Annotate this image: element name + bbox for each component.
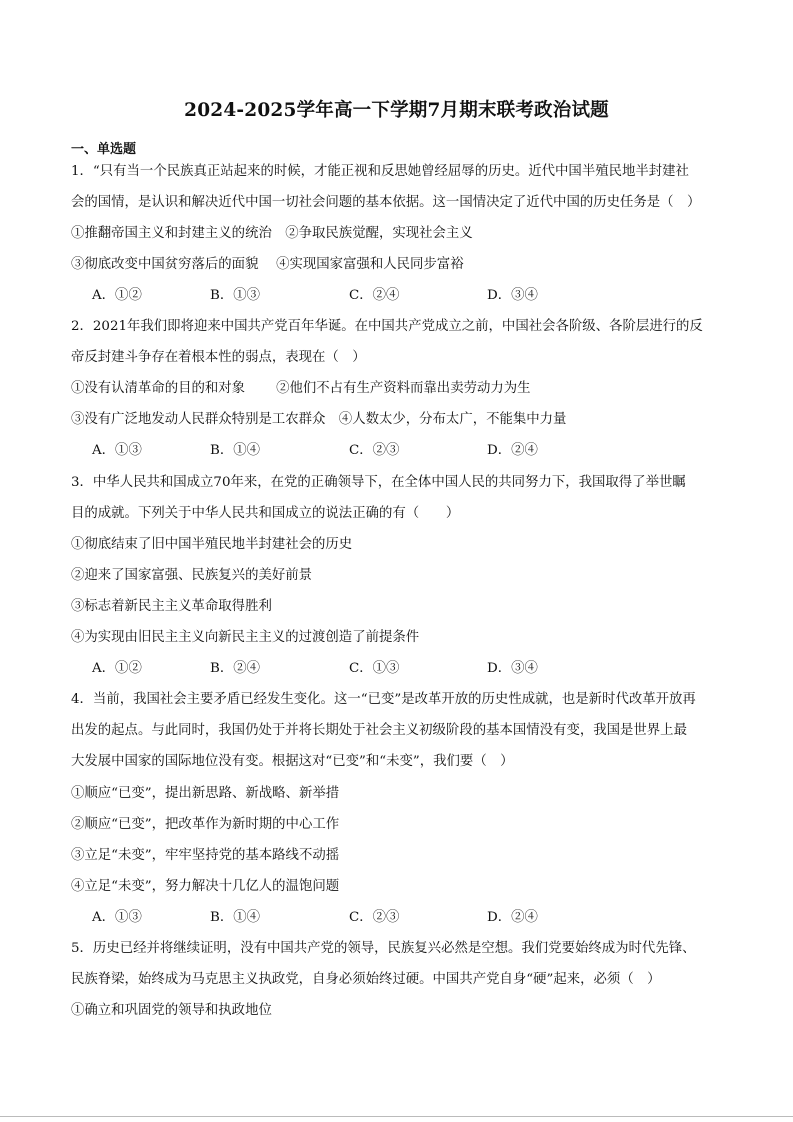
q4-item-4: ④立足“未变”，努力解决十几亿人的温饱问题 [71,879,340,894]
q2-option-c[interactable]: C．②③ [349,443,400,458]
q4-item-2: ②顺应“已变”，把改革作为新时期的中心工作 [71,817,340,832]
q3-item-2: ②迎来了国家富强、民族复兴的美好前景 [71,568,313,583]
q1-item-1: ①推翻帝国主义和封建主义的统治 ②争取民族觉醒，实现社会主义 [71,226,473,241]
q3-item-4: ④为实现由旧民主主义向新民主主义的过渡创造了前提条件 [71,630,420,645]
q3-options [92,660,712,678]
q2-item-1: ①没有认清革命的目的和对象 ②他们不占有生产资料而靠出卖劳动力为生 [71,381,531,396]
q3-stem-line-2: 目的成就。下列关于中华人民共和国成立的说法正确的有（ ） [71,506,460,521]
q1-option-a[interactable]: A．①② [92,288,142,303]
q5-stem-line-2: 民族脊梁，始终成为马克思主义执政党，自身必须始终过硬。中国共产党自身“硬”起来，必须（ ） [71,972,661,987]
q4-option-a[interactable]: A．①③ [92,910,142,925]
q5-item-1: ①确立和巩固党的领导和执政地位 [71,1003,272,1018]
q1-option-b[interactable]: B．①③ [210,288,261,303]
q4-option-c[interactable]: C．②③ [349,910,400,925]
page-title: 2024-2025学年高一下学期7月期末联考政治试题 [184,100,609,121]
q1-option-c[interactable]: C．②④ [349,288,400,303]
q3-option-b[interactable]: B．②④ [210,661,261,676]
q4-option-b[interactable]: B．①④ [210,910,261,925]
section-heading: 一、单选题 [71,142,137,157]
q3-stem-line-1: 3．中华人民共和国成立70年来，在党的正确领导下，在全体中国人民的共同努力下，我国取得了举世瞩 [71,475,686,490]
q4-option-d[interactable]: D．②④ [487,910,538,925]
q2-options [92,442,712,460]
q4-stem-line-2: 出发的起点。与此同时，我国仍处于并将长期处于社会主义初级阶段的基本国情没有变，我国是世界上最 [71,723,687,738]
q1-options [92,287,712,305]
q4-options [92,909,712,927]
q2-stem-line-1: 2．2021年我们即将迎来中国共产党百年华诞。在中国共产党成立之前，中国社会各阶级、各阶层进行的反 [71,319,703,334]
q4-item-3: ③立足“未变”，牢牢坚持党的基本路线不动摇 [71,848,340,863]
q4-stem-line-1: 4．当前，我国社会主要矛盾已经发生变化。这一“已变”是改革开放的历史性成就，也是新时代改革开放再 [71,692,696,707]
q3-option-c[interactable]: C．①③ [349,661,400,676]
q3-option-d[interactable]: D．③④ [487,661,538,676]
q3-item-1: ①彻底结束了旧中国半殖民地半封建社会的历史 [71,537,353,552]
q1-item-2: ③彻底改变中国贫穷落后的面貌 ④实现国家富强和人民同步富裕 [71,257,464,272]
q1-option-d[interactable]: D．③④ [487,288,538,303]
q1-stem-line-2: 会的国情，是认识和解决近代中国一切社会问题的基本依据。这一国情决定了近代中国的历史任务是（ ） [71,195,701,210]
q3-item-3: ③标志着新民主主义革命取得胜利 [71,599,272,614]
q2-option-b[interactable]: B．①④ [210,443,261,458]
q1-stem-line-1: 1．“只有当一个民族真正站起来的时候，才能正视和反思她曾经屈辱的历史。近代中国半殖民地半封建社 [71,164,689,179]
q4-stem-line-3: 大发展中国家的国际地位没有变。根据这对“已变”和“未变”，我们要（ ） [71,754,514,769]
q2-stem-line-2: 帝反封建斗争存在着根本性的弱点，表现在（ ） [71,350,366,365]
q3-option-a[interactable]: A．①② [92,661,142,676]
q2-item-2: ③没有广泛地发动人民群众特别是工农群众 ④人数太少，分布太广，不能集中力量 [71,412,567,427]
q4-item-1: ①顺应“已变”，提出新思路、新战略、新举措 [71,786,340,801]
q2-option-d[interactable]: D．②④ [487,443,538,458]
q5-stem-line-1: 5．历史已经并将继续证明，没有中国共产党的领导，民族复兴必然是空想。我们党要始终成为时代先锋、 [71,941,696,956]
page-bottom-rule [0,1116,793,1117]
q2-option-a[interactable]: A．①③ [92,443,142,458]
